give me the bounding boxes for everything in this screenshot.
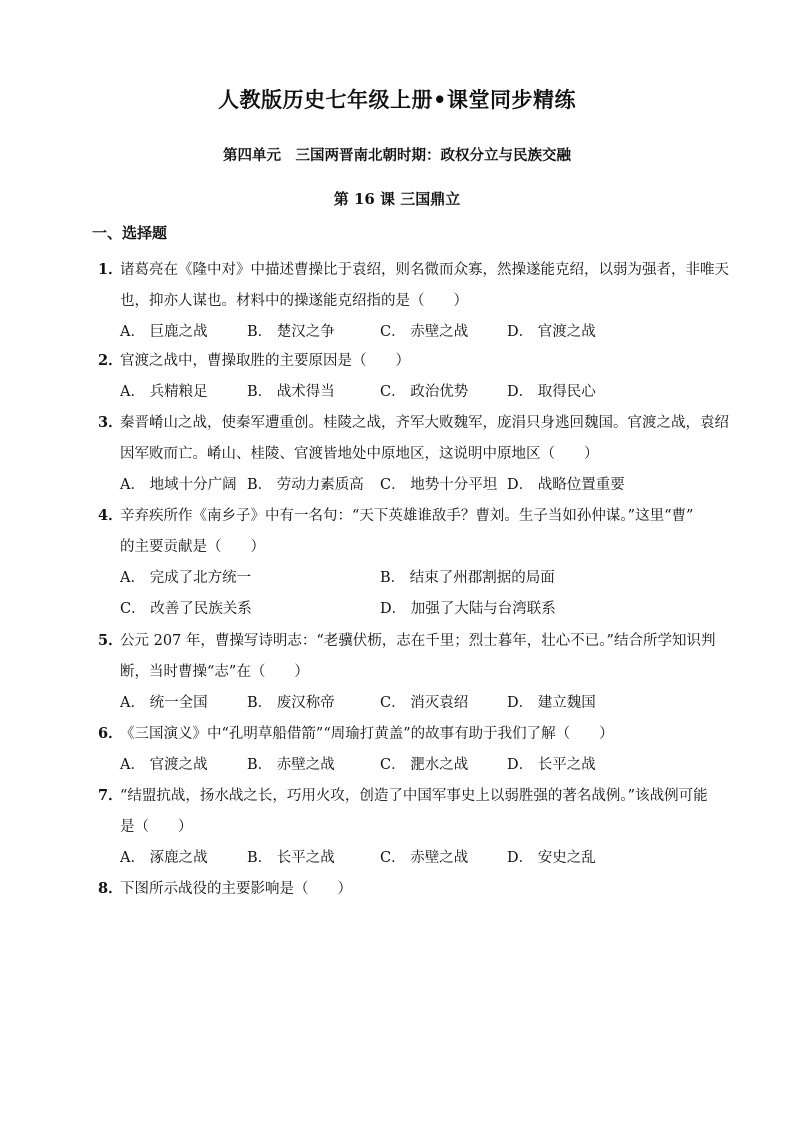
document-title: 人教版历史七年级上册•课堂同步精练: [218, 87, 576, 112]
option-b[interactable]: B． 长平之战: [247, 850, 335, 866]
options-row: [98, 470, 718, 501]
question-3: [98, 407, 729, 501]
question-stem-continued: 断，当时曹操“志”在（ ）: [120, 664, 309, 680]
question-number: 1．: [98, 261, 123, 278]
question-stem-continued: 因军败而亡。崤山、桂陵、官渡皆地处中原地区，这说明中原地区（ ）: [120, 446, 599, 462]
question-stem: 《三国演义》中“孔明草船借箭”“周瑜打黄盖”的故事有助于我们了解（ ）: [120, 726, 614, 742]
question-6: [98, 718, 718, 781]
options-row: [98, 317, 718, 348]
option-a[interactable]: A． 官渡之战: [120, 757, 208, 773]
question-stem-continued: 的主要贡献是（ ）: [120, 539, 265, 555]
question-2: [98, 345, 718, 408]
options-row: [98, 594, 718, 625]
option-d[interactable]: D． 建立魏国: [507, 695, 596, 711]
option-d[interactable]: D． 安史之乱: [507, 850, 596, 866]
options-row: [98, 843, 718, 874]
question-4: [98, 500, 718, 625]
option-a[interactable]: A． 巨鹿之战: [120, 324, 208, 340]
option-a[interactable]: A． 兵精粮足: [120, 384, 208, 400]
option-c[interactable]: C． 消灭袁绍: [380, 695, 469, 711]
option-c[interactable]: C． 政治优势: [380, 384, 469, 400]
question-number: 6．: [98, 725, 123, 742]
question-number: 4．: [98, 507, 123, 524]
section-heading: 一、选择题: [92, 224, 168, 242]
option-b[interactable]: B． 结束了州郡割据的局面: [380, 570, 555, 586]
option-a[interactable]: A． 完成了北方统一: [120, 570, 252, 586]
question-stem: 下图所示战役的主要影响是（ ）: [120, 881, 352, 897]
options-row: [98, 750, 718, 781]
options-row: [98, 377, 718, 408]
option-c[interactable]: C． 赤壁之战: [380, 324, 469, 340]
question-stem-continued: 是（ ）: [120, 819, 193, 835]
options-row: [98, 688, 718, 719]
question-number: 3．: [98, 414, 123, 431]
option-a[interactable]: A． 统一全国: [120, 695, 208, 711]
question-1: [98, 254, 729, 348]
question-7: [98, 780, 718, 874]
option-d[interactable]: D． 官渡之战: [507, 324, 596, 340]
question-number: 7．: [98, 787, 123, 804]
option-b[interactable]: B． 赤壁之战: [247, 757, 335, 773]
option-b[interactable]: B． 战术得当: [247, 384, 335, 400]
option-a[interactable]: A． 地域十分广阔: [120, 477, 237, 493]
option-c[interactable]: C． 地势十分平坦: [380, 477, 498, 493]
question-stem: 公元 207 年，曹操写诗明志：“老骥伏枥，志在千里；烈士暮年，壮心不已。”结合所学知识判: [120, 633, 716, 649]
options-row: [98, 563, 718, 594]
option-a[interactable]: A． 涿鹿之战: [120, 850, 208, 866]
question-stem-continued: 也，抑亦人谋也。材料中的操遂能克绍指的是（ ）: [120, 293, 468, 309]
option-b[interactable]: B． 废汉称帝: [247, 695, 335, 711]
question-number: 2．: [98, 352, 123, 369]
option-d[interactable]: D． 加强了大陆与台湾联系: [380, 601, 556, 617]
question-number: 5．: [98, 632, 123, 649]
option-c[interactable]: C． 改善了民族关系: [120, 601, 252, 617]
option-b[interactable]: B． 劳动力素质高: [247, 477, 364, 493]
option-d[interactable]: D． 战略位置重要: [507, 477, 625, 493]
option-d[interactable]: D． 取得民心: [507, 384, 596, 400]
question-stem: 诸葛亮在《隆中对》中描述曹操比于袁绍，则名微而众寡，然操遂能克绍，以弱为强者，非唯天: [120, 262, 729, 278]
option-b[interactable]: B． 楚汉之争: [247, 324, 335, 340]
unit-heading: 第四单元 三国两晋南北朝时期：政权分立与民族交融: [223, 147, 571, 164]
question-stem: “结盟抗战，扬水战之长，巧用火攻，创造了中国军事史上以弱胜强的著名战例。”该战例可能: [120, 788, 708, 804]
question-stem: 秦晋崤山之战，使秦军遭重创。桂陵之战，齐军大败魏军，庞涓只身逃回魏国。官渡之战，袁绍: [120, 415, 729, 431]
question-5: [98, 625, 718, 719]
question-stem: 辛弃疾所作《南乡子》中有一名句：“天下英雄谁敌手？曹刘。生子当如孙仲谋。”这里“曹”: [120, 508, 694, 524]
lesson-heading: 第 16 课 三国鼎立: [333, 190, 461, 208]
question-number: 8．: [98, 880, 123, 897]
question-8: [98, 873, 718, 905]
option-d[interactable]: D． 长平之战: [507, 757, 596, 773]
option-c[interactable]: C． 赤壁之战: [380, 850, 469, 866]
option-c[interactable]: C． 淝水之战: [380, 757, 469, 773]
question-stem: 官渡之战中，曹操取胜的主要原因是（ ）: [120, 353, 410, 369]
